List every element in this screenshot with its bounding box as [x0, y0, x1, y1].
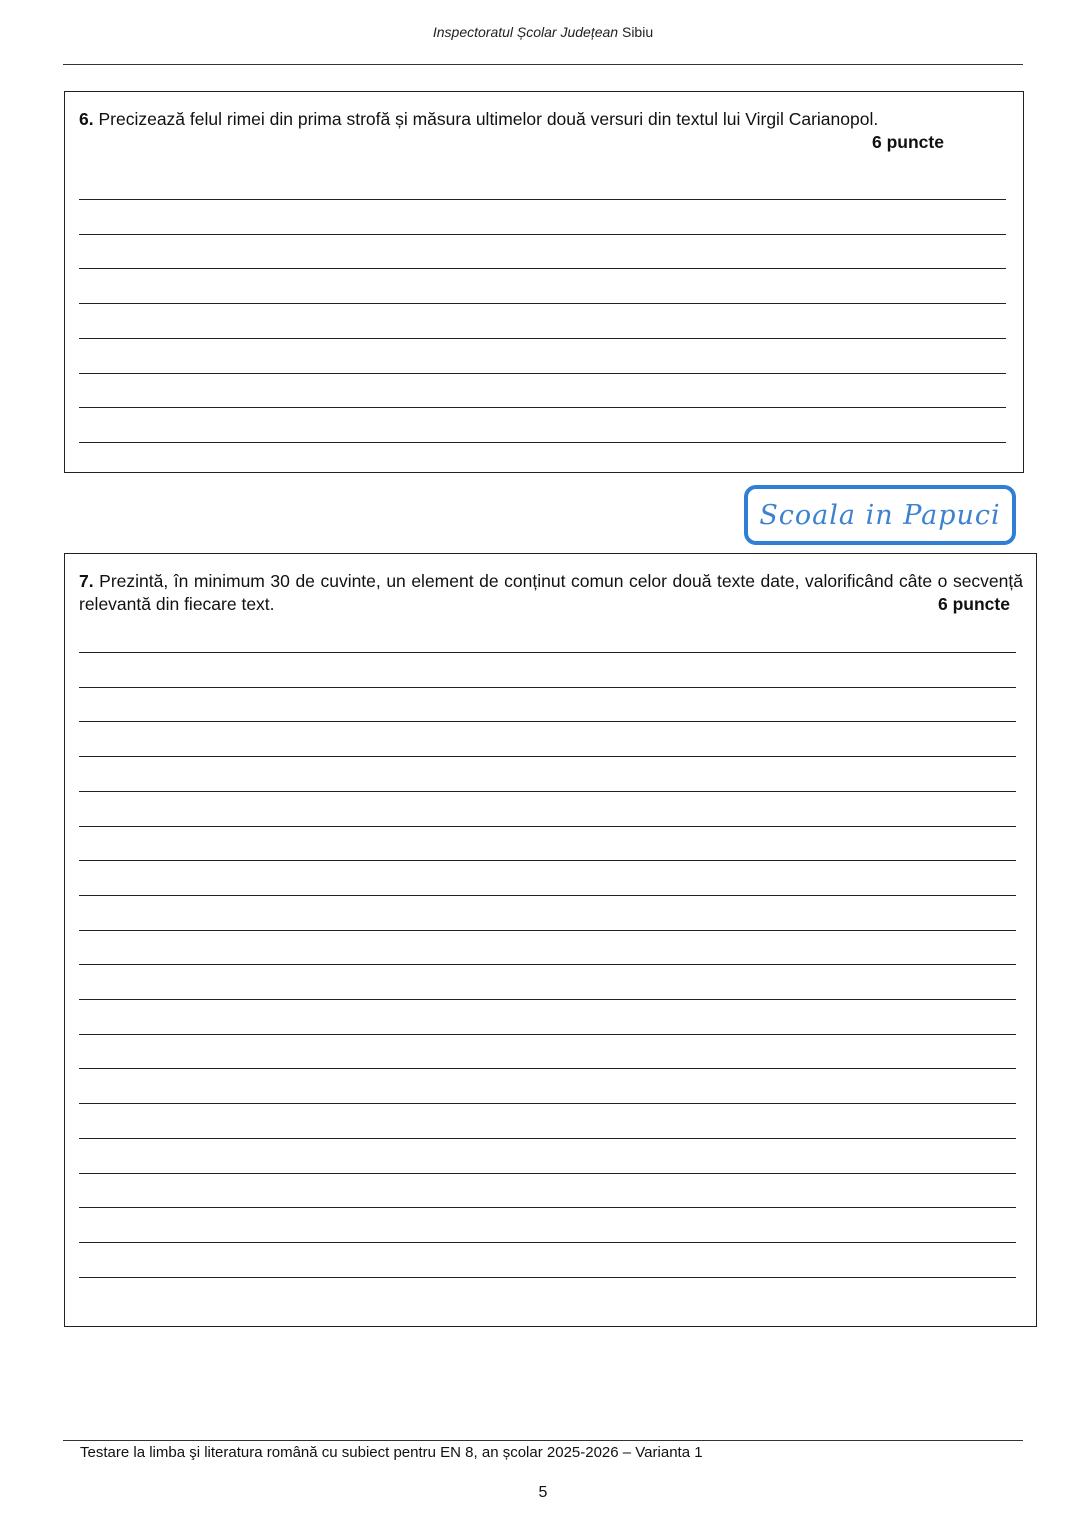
answer-line[interactable] [79, 964, 1016, 965]
answer-line[interactable] [79, 652, 1016, 653]
scoala-in-papuci-logo [744, 485, 1016, 545]
question-7-text [79, 570, 1023, 616]
answer-line[interactable] [79, 860, 1016, 861]
question-6-box [64, 91, 1024, 473]
answer-line[interactable] [79, 1277, 1016, 1278]
answer-line[interactable] [79, 687, 1016, 688]
question-6-text [79, 108, 1009, 131]
answer-line[interactable] [79, 1068, 1016, 1069]
answer-line[interactable] [79, 1242, 1016, 1243]
question-6-prompt: Precizează felul rimei din prima strofă și măsura ultimelor două versuri din textul lui Virgil Carianopol. [93, 109, 879, 129]
question-7-box [64, 553, 1037, 1327]
answer-line[interactable] [79, 268, 1006, 269]
question-6-number: 6. [79, 109, 94, 129]
footer-rule [63, 1440, 1023, 1441]
answer-line[interactable] [79, 1173, 1016, 1174]
question-7-points: 6 puncte [932, 594, 1010, 615]
answer-line[interactable] [79, 791, 1016, 792]
answer-line[interactable] [79, 756, 1016, 757]
question-6-points: 6 puncte [872, 132, 944, 152]
answer-line[interactable] [79, 721, 1016, 722]
answer-line[interactable] [79, 1207, 1016, 1208]
answer-line[interactable] [79, 895, 1016, 896]
answer-line[interactable] [79, 234, 1006, 235]
answer-line[interactable] [79, 338, 1006, 339]
question-7-number: 7. [79, 571, 94, 591]
answer-line[interactable] [79, 303, 1006, 304]
header-city: Sibiu [618, 24, 654, 40]
answer-line[interactable] [79, 199, 1006, 200]
answer-line[interactable] [79, 1138, 1016, 1139]
answer-line[interactable] [79, 373, 1006, 374]
answer-line[interactable] [79, 442, 1006, 443]
page-header [0, 24, 1086, 40]
logo-text: Scoala in Papuci [759, 499, 1001, 531]
answer-line[interactable] [79, 1034, 1016, 1035]
header-institution: Inspectoratul Școlar Județean [432, 24, 619, 40]
page-number: 5 [538, 1484, 548, 1501]
answer-line[interactable] [79, 1103, 1016, 1104]
answer-line[interactable] [79, 826, 1016, 827]
question-7-prompt: Prezintă, în minimum 30 de cuvinte, un element de conținut comun celor două texte date, valorificând câte o secvență relevantă din fiecare text. [79, 571, 1023, 614]
header-rule [63, 64, 1023, 65]
footer-text: Testare la limba şi literatura română cu subiect pentru EN 8, an școlar 2025-2026 – Varianta 1 [80, 1444, 703, 1461]
answer-line[interactable] [79, 999, 1016, 1000]
answer-line[interactable] [79, 930, 1016, 931]
answer-line[interactable] [79, 407, 1006, 408]
